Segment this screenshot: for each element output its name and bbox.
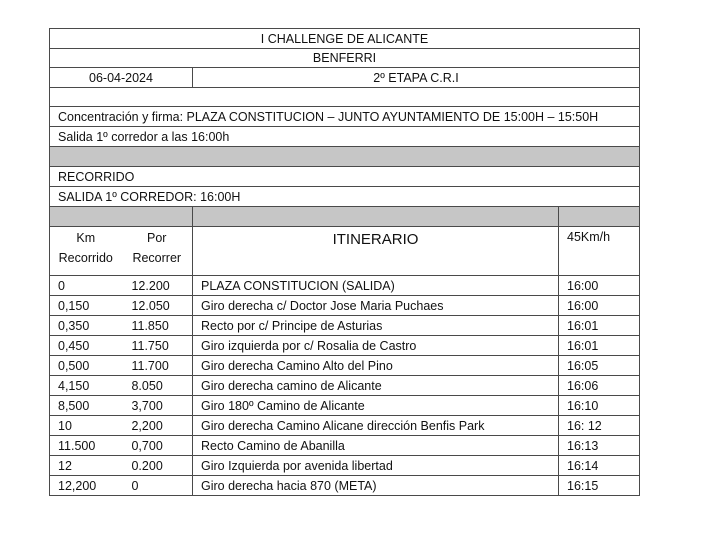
itinerary-cell: PLAZA CONSTITUCION (SALIDA) (193, 276, 559, 296)
km-remaining: 11.700 (131, 358, 169, 373)
table-row (50, 436, 640, 456)
concentration-row (50, 107, 640, 127)
time-cell: 16:00 (559, 296, 640, 316)
km-covered: 12 (58, 458, 72, 473)
km-covered: 0,450 (58, 338, 90, 353)
table-row (50, 276, 640, 296)
time-cell: 16:10 (559, 396, 640, 416)
km-header-line2: Recorrido (58, 251, 113, 265)
table-row (50, 476, 640, 496)
first-start-text: Salida 1º corredor a las 16:00h (50, 127, 640, 147)
km-cell (50, 476, 193, 496)
gray-cell-km (50, 207, 193, 227)
km-remaining: 0.200 (131, 458, 163, 473)
km-covered: 0,350 (58, 318, 90, 333)
speed-header: 45Km/h (559, 227, 640, 276)
km-remaining: 12.200 (131, 278, 170, 293)
stage-schedule-sheet (49, 28, 639, 496)
km-remaining: 0 (131, 478, 139, 493)
remaining-header-line1: Por (147, 231, 167, 245)
km-header-cell (50, 227, 193, 276)
column-header-row (50, 227, 640, 276)
km-cell (50, 316, 193, 336)
stage-name: 2º ETAPA C.R.I (193, 68, 640, 88)
date-stage-row (50, 68, 640, 88)
km-covered: 10 (58, 418, 72, 433)
gray-separator-row (50, 147, 640, 167)
time-cell: 16:05 (559, 356, 640, 376)
itinerary-header: ITINERARIO (193, 227, 559, 276)
km-covered: 0,150 (58, 298, 90, 313)
table-row (50, 296, 640, 316)
km-covered: 4,150 (58, 378, 90, 393)
km-header-line1: Km (76, 231, 96, 245)
table-row (50, 376, 640, 396)
route-label-row (50, 167, 640, 187)
km-remaining: 0,700 (131, 438, 163, 453)
km-cell (50, 436, 193, 456)
event-date: 06-04-2024 (50, 68, 193, 88)
gray-cell-itinerary (193, 207, 559, 227)
itinerary-cell: Giro derecha c/ Doctor Jose Maria Puchaes (193, 296, 559, 316)
time-cell: 16:06 (559, 376, 640, 396)
schedule-table (49, 28, 640, 496)
km-remaining: 11.850 (131, 318, 169, 333)
itinerary-cell: Giro derecha camino de Alicante (193, 376, 559, 396)
time-cell: 16:01 (559, 316, 640, 336)
km-cell (50, 376, 193, 396)
km-remaining: 12.050 (131, 298, 170, 313)
km-cell (50, 276, 193, 296)
blank-row (50, 88, 640, 107)
km-covered: 12,200 (58, 478, 97, 493)
first-start-row (50, 127, 640, 147)
table-row (50, 336, 640, 356)
location-row (50, 49, 640, 68)
time-cell: 16:15 (559, 476, 640, 496)
itinerary-cell: Recto por c/ Principe de Asturias (193, 316, 559, 336)
route-label: RECORRIDO (50, 167, 640, 187)
time-cell: 16:13 (559, 436, 640, 456)
km-cell (50, 396, 193, 416)
gray-cell-time (559, 207, 640, 227)
time-cell: 16:14 (559, 456, 640, 476)
table-row (50, 456, 640, 476)
km-remaining: 8.050 (131, 378, 163, 393)
gray-separator (50, 147, 640, 167)
event-title: I CHALLENGE DE ALICANTE (50, 29, 640, 49)
first-rider-row (50, 187, 640, 207)
km-cell (50, 336, 193, 356)
gray-separator-row-split (50, 207, 640, 227)
km-cell (50, 416, 193, 436)
time-cell: 16: 12 (559, 416, 640, 436)
km-remaining: 2,200 (131, 418, 163, 433)
km-remaining: 3,700 (131, 398, 163, 413)
time-cell: 16:01 (559, 336, 640, 356)
first-rider-text: SALIDA 1º CORREDOR: 16:00H (50, 187, 640, 207)
km-covered: 0 (58, 278, 65, 293)
table-row (50, 356, 640, 376)
event-location: BENFERRI (50, 49, 640, 68)
table-row (50, 416, 640, 436)
blank-cell (50, 88, 640, 107)
table-row (50, 316, 640, 336)
itinerary-cell: Giro derecha Camino Alicane dirección Benfis Park (193, 416, 559, 436)
km-cell (50, 356, 193, 376)
itinerary-cell: Recto Camino de Abanilla (193, 436, 559, 456)
table-row (50, 396, 640, 416)
km-remaining: 11.750 (131, 338, 169, 353)
itinerary-cell: Giro derecha Camino Alto del Pino (193, 356, 559, 376)
km-cell (50, 296, 193, 316)
km-covered: 0,500 (58, 358, 90, 373)
concentration-text: Concentración y firma: PLAZA CONSTITUCION – JUNTO AYUNTAMIENTO DE 15:00H – 15:50H (50, 107, 640, 127)
itinerary-cell: Giro Izquierda por avenida libertad (193, 456, 559, 476)
km-covered: 8,500 (58, 398, 90, 413)
itinerary-cell: Giro 180º Camino de Alicante (193, 396, 559, 416)
title-row (50, 29, 640, 49)
itinerary-cell: Giro izquierda por c/ Rosalia de Castro (193, 336, 559, 356)
itinerary-cell: Giro derecha hacia 870 (META) (193, 476, 559, 496)
km-covered: 11.500 (58, 438, 96, 453)
time-cell: 16:00 (559, 276, 640, 296)
km-cell (50, 456, 193, 476)
remaining-header-line2: Recorrer (132, 251, 182, 265)
